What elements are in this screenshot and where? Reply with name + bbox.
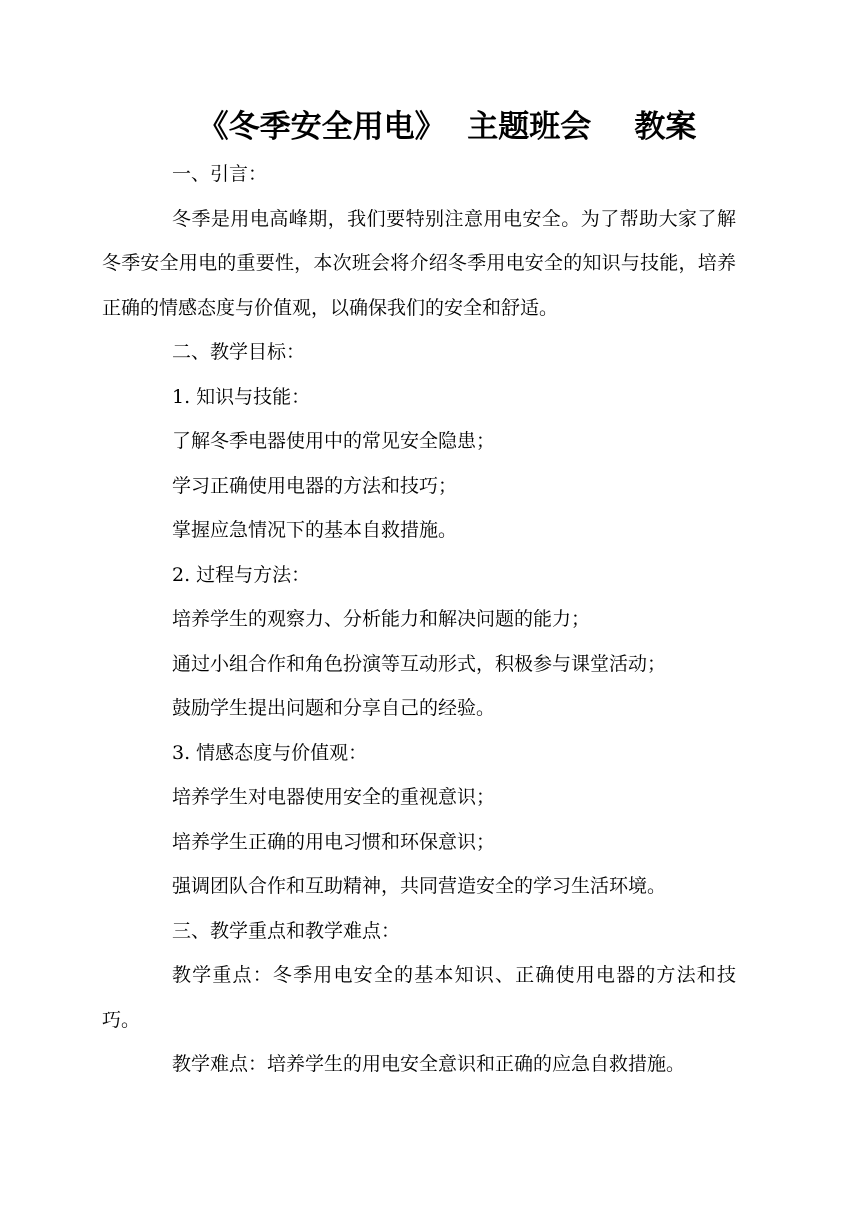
section-heading-teaching-goals: 二、教学目标： [172,341,306,363]
section-heading-introduction: 一、引言： [172,163,268,185]
list-item: 鼓励学生提出问题和分享自己的经验。 [172,697,496,719]
list-item: 强调团队合作和互助精神，共同营造安全的学习生活环境。 [172,875,667,897]
paragraph-difficult-point: 教学难点：培养学生的用电安全意识和正确的应急自救措施。 [172,1053,686,1075]
subheading-knowledge-skills: 1. 知识与技能： [172,385,311,408]
subheading-process-methods: 2. 过程与方法： [172,563,311,586]
list-item: 培养学生正确的用电习惯和环保意识； [172,830,496,853]
list-item: 培养学生对电器使用安全的重视意识； [172,786,496,808]
list-item: 掌握应急情况下的基本自救措施。 [172,519,458,541]
list-item: 学习正确使用电器的方法和技巧； [172,474,458,497]
subheading-attitudes-values: 3. 情感态度与价值观： [172,741,368,764]
list-item: 了解冬季电器使用中的常见安全隐患； [172,430,496,452]
section-heading-key-points: 三、教学重点和教学难点： [172,919,401,942]
list-item: 通过小组合作和角色扮演等互动形式，积极参与课堂活动； [172,652,667,675]
paragraph-introduction: 冬季是用电高峰期，我们要特别注意用电安全。为了帮助大家了解冬季安全用电的重要性，本次班会将介绍冬季用电安全的知识与技能，培养正确的情感态度与价值观，以确保我们的安全和舒适。 [102,207,736,319]
document-body [102,152,736,1087]
paragraph-key-point: 教学重点：冬季用电安全的基本知识、正确使用电器的方法和技巧。 [102,964,736,1031]
list-item: 培养学生的观察力、分析能力和解决问题的能力； [172,608,591,630]
document-title: 《冬季安全用电》 主题班会 教案 [197,109,697,145]
